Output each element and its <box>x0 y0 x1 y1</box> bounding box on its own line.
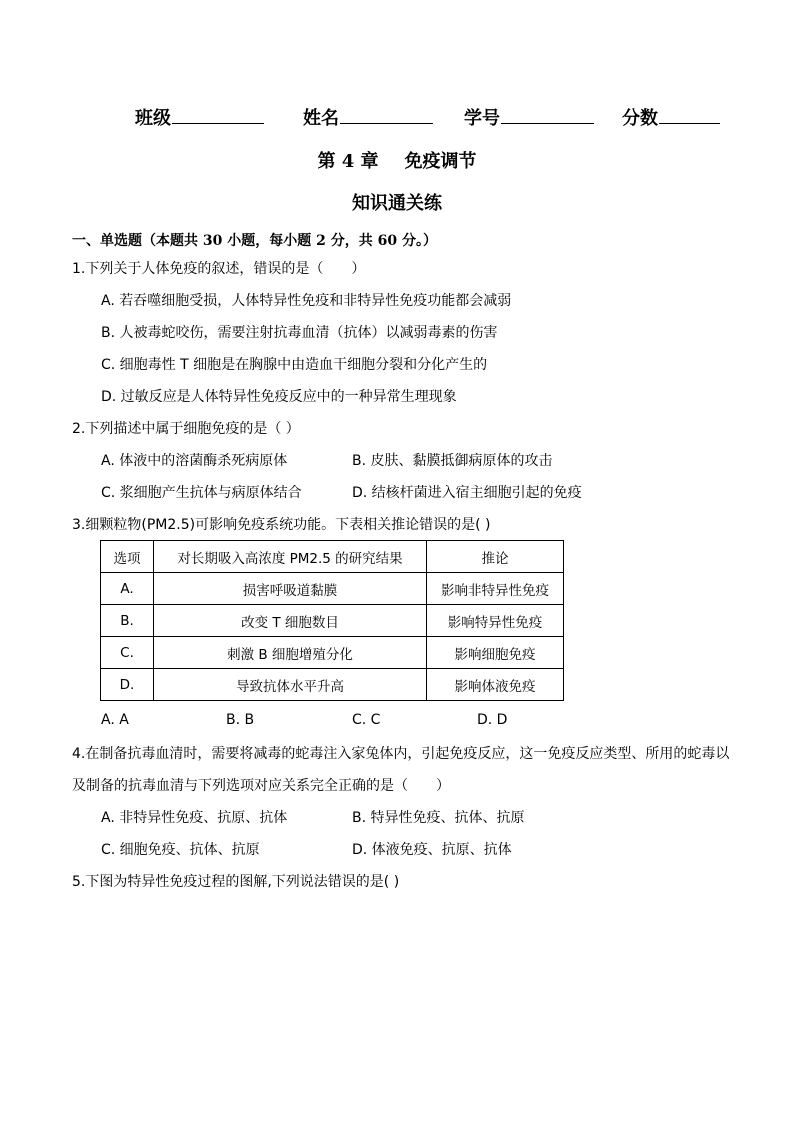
question-4-stem-line-2: 及制备的抗毒血清与下列选项对应关系完全正确的是（ ） <box>72 778 450 794</box>
student-id-field <box>464 104 594 130</box>
table-cell: A. <box>101 573 154 605</box>
table-cell: 影响非特异性免疫 <box>427 573 564 605</box>
table-cell: 影响细胞免疫 <box>427 637 564 669</box>
chapter-name: 免疫调节 <box>404 151 477 172</box>
table-cell: D. <box>101 669 154 701</box>
question-3-option-b[interactable]: B. B <box>226 712 255 728</box>
table-cell: 影响特异性免疫 <box>427 605 564 637</box>
table-cell: 损害呼吸道黏膜 <box>154 573 427 605</box>
question-1-stem: 1.下列关于人体免疫的叙述，错误的是（ ） <box>72 261 366 277</box>
chapter-number: 第 4 章 <box>317 151 379 172</box>
table-header-cell: 推论 <box>427 541 564 573</box>
question-4-option-c[interactable]: C. 细胞免疫、抗体、抗原 <box>101 842 260 858</box>
table-cell: 影响体液免疫 <box>427 669 564 701</box>
question-4-option-d[interactable]: D. 体液免疫、抗原、抗体 <box>352 842 512 858</box>
table-row <box>101 573 564 605</box>
student-id-label: 学号 <box>464 108 500 129</box>
name-label: 姓名 <box>303 108 339 129</box>
class-field <box>135 104 264 130</box>
score-blank[interactable] <box>659 105 720 124</box>
student-info-header <box>0 104 794 130</box>
table-cell: B. <box>101 605 154 637</box>
chapter-title <box>0 147 794 173</box>
question-4-option-a[interactable]: A. 非特异性免疫、抗原、抗体 <box>101 810 288 826</box>
question-1-option-c[interactable]: C. 细胞毒性 T 细胞是在胸腺中由造血干细胞分裂和分化产生的 <box>101 357 488 373</box>
question-4-stem-line-1: 4.在制备抗毒血清时，需要将减毒的蛇毒注入家兔体内，引起免疫反应，这一免疫反应类型、所用的蛇毒以 <box>72 746 730 762</box>
question-2-stem: 2.下列描述中属于细胞免疫的是（ ） <box>72 421 300 437</box>
question-4-option-b[interactable]: B. 特异性免疫、抗体、抗原 <box>352 810 525 826</box>
class-blank[interactable] <box>172 105 264 124</box>
table-header-row <box>101 541 564 573</box>
table-header-cell: 对长期吸入高浓度 PM2.5 的研究结果 <box>154 541 427 573</box>
question-3-option-a[interactable]: A. A <box>101 712 129 728</box>
question-2-option-b[interactable]: B. 皮肤、黏膜抵御病原体的攻击 <box>352 453 553 469</box>
table-header-cell: 选项 <box>101 541 154 573</box>
question-3-stem: 3.细颗粒物(PM2.5)可影响免疫系统功能。下表相关推论错误的是( ) <box>72 517 491 533</box>
name-field <box>303 104 433 130</box>
question-1-option-b[interactable]: B. 人被毒蛇咬伤，需要注射抗毒血清（抗体）以减弱毒素的伤害 <box>101 325 498 341</box>
student-id-blank[interactable] <box>501 105 594 124</box>
question-3-option-d[interactable]: D. D <box>477 712 508 728</box>
question-1-option-a[interactable]: A. 若吞噬细胞受损，人体特异性免疫和非特异性免疫功能都会减弱 <box>101 293 512 309</box>
subtitle: 知识通关练 <box>352 193 442 214</box>
question-5-stem: 5.下图为特异性免疫过程的图解,下列说法错误的是( ) <box>72 874 400 890</box>
table-row <box>101 605 564 637</box>
question-2-option-d[interactable]: D. 结核杆菌进入宿主细胞引起的免疫 <box>352 485 582 501</box>
table-cell: 导致抗体水平升高 <box>154 669 427 701</box>
score-field <box>622 104 720 130</box>
section-heading: 一、单选题（本题共 30 小题，每小题 2 分，共 60 分。） <box>72 233 437 249</box>
class-label: 班级 <box>135 108 171 129</box>
question-3-option-c[interactable]: C. C <box>352 712 381 728</box>
score-label: 分数 <box>622 108 658 129</box>
pm25-table <box>100 540 564 701</box>
table-row <box>101 669 564 701</box>
table-row <box>101 637 564 669</box>
question-1-option-d[interactable]: D. 过敏反应是人体特异性免疫反应中的一种异常生理现象 <box>101 389 457 405</box>
question-2-option-a[interactable]: A. 体液中的溶菌酶杀死病原体 <box>101 453 288 469</box>
name-blank[interactable] <box>340 105 433 124</box>
table-cell: C. <box>101 637 154 669</box>
question-2-option-c[interactable]: C. 浆细胞产生抗体与病原体结合 <box>101 485 302 501</box>
table-cell: 刺激 B 细胞增殖分化 <box>154 637 427 669</box>
table-cell: 改变 T 细胞数目 <box>154 605 427 637</box>
